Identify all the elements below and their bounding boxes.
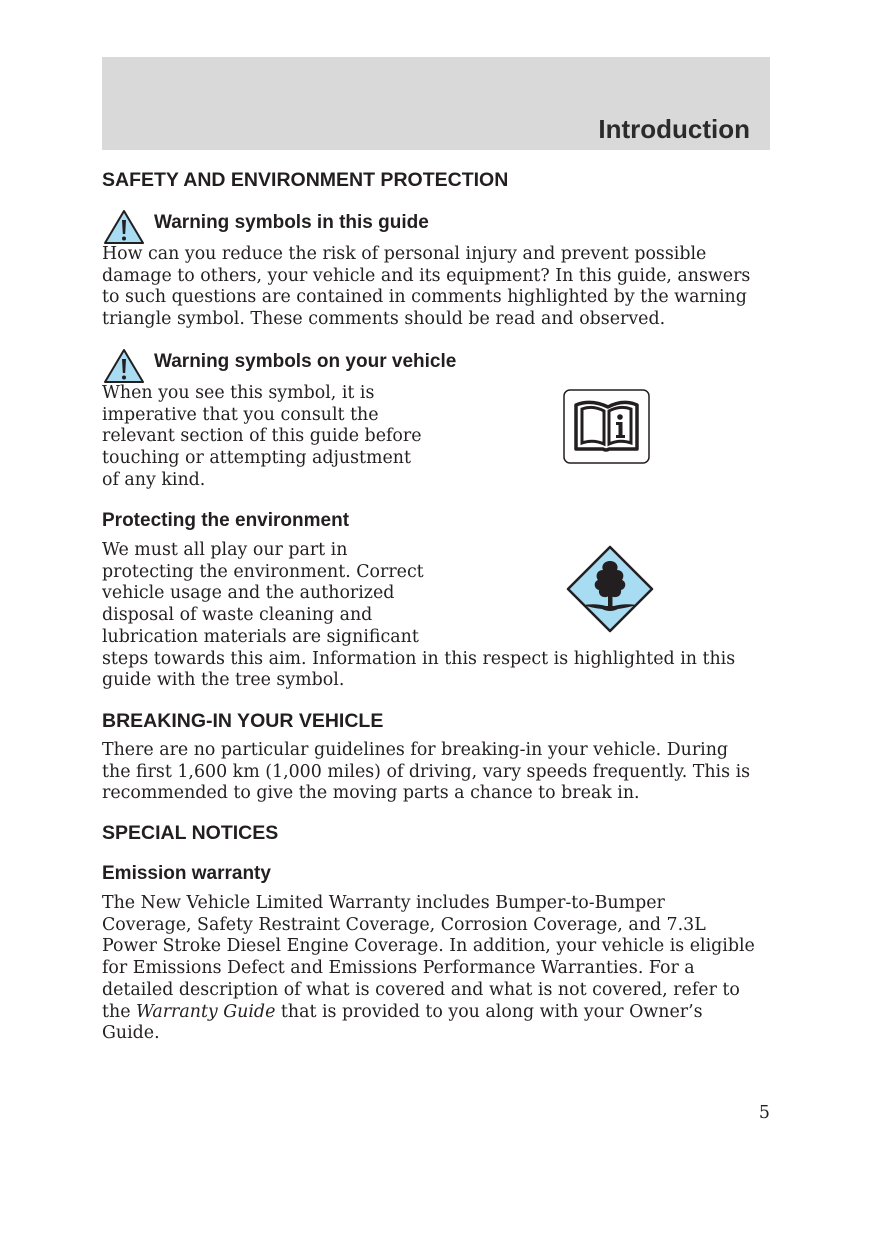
breaking-in-paragraph: [102, 740, 770, 805]
text-line: The New Vehicle Limited Warranty includes Bumper-to-Bumper: [102, 893, 665, 913]
text-line: There are no particular guidelines for breaking-in your vehicle. During: [102, 740, 729, 760]
guide-symbols-heading: Warning symbols in this guide: [154, 212, 429, 233]
page-number: 5: [758, 1103, 770, 1123]
text-line: to such questions are contained in comments highlighted by the warning: [102, 287, 747, 308]
text-line: [102, 1002, 770, 1024]
breaking-in-heading: BREAKING-IN YOUR VEHICLE: [102, 710, 384, 732]
text-line: for Emissions Defect and Emissions Performance Warranties. For a: [102, 958, 695, 979]
text-line: Guide.: [102, 1023, 160, 1044]
text-line: detailed description of what is covered and what is not covered, refer to: [102, 979, 740, 1000]
text-line: relevant section of this guide before: [102, 426, 422, 447]
warning-triangle-icon: [103, 348, 145, 384]
text-line: touching or attempting adjustment: [102, 448, 411, 469]
owner-guide-book-icon: [563, 389, 650, 464]
text-line: protecting the environment. Correct: [102, 561, 424, 582]
special-notices-heading: SPECIAL NOTICES: [102, 822, 279, 844]
text-line: lubrication materials are significant: [102, 626, 419, 647]
emission-warranty-paragraph: [102, 893, 770, 1045]
text-line: Coverage, Safety Restraint Coverage, Corrosion Coverage, and 7.3L: [102, 914, 706, 935]
environment-heading: Protecting the environment: [102, 510, 350, 531]
text-fragment: that is provided to you along with your Owner’s: [275, 1001, 703, 1022]
environment-tree-icon: [566, 545, 654, 633]
warranty-guide-title: Warranty Guide: [136, 1001, 276, 1022]
text-line: How can you reduce the risk of personal injury and prevent possible: [102, 244, 707, 264]
safety-heading: SAFETY AND ENVIRONMENT PROTECTION: [102, 169, 509, 191]
text-fragment: the: [102, 1001, 137, 1022]
guide-symbols-paragraph: [102, 244, 770, 331]
text-line: When you see this symbol, it is: [102, 383, 375, 403]
text-line: We must all play our part in: [102, 540, 348, 560]
text-line: damage to others, your vehicle and its equipment? In this guide, answers: [102, 265, 751, 286]
text-line: triangle symbol. These comments should be read and observed.: [102, 309, 666, 330]
header-band: [102, 57, 770, 150]
text-line: the first 1,600 km (1,000 miles) of driving, vary speeds frequently. This is: [102, 761, 751, 782]
text-line: imperative that you consult the: [102, 404, 379, 425]
text-line: recommended to give the moving parts a chance to break in.: [102, 783, 640, 804]
vehicle-symbols-paragraph: [102, 383, 422, 492]
text-line: disposal of waste cleaning and: [102, 605, 373, 626]
text-line: of any kind.: [102, 469, 206, 490]
emission-warranty-heading: Emission warranty: [102, 863, 271, 884]
vehicle-symbols-heading: Warning symbols on your vehicle: [154, 351, 457, 372]
warning-triangle-icon: [103, 209, 145, 245]
section-title: Introduction: [598, 114, 750, 144]
text-line: Power Stroke Diesel Engine Coverage. In addition, your vehicle is eligible: [102, 936, 755, 957]
text-line: vehicle usage and the authorized: [102, 583, 395, 604]
text-line: guide with the tree symbol.: [102, 670, 345, 691]
text-line: steps towards this aim. Information in this respect is highlighted in this: [102, 648, 736, 669]
